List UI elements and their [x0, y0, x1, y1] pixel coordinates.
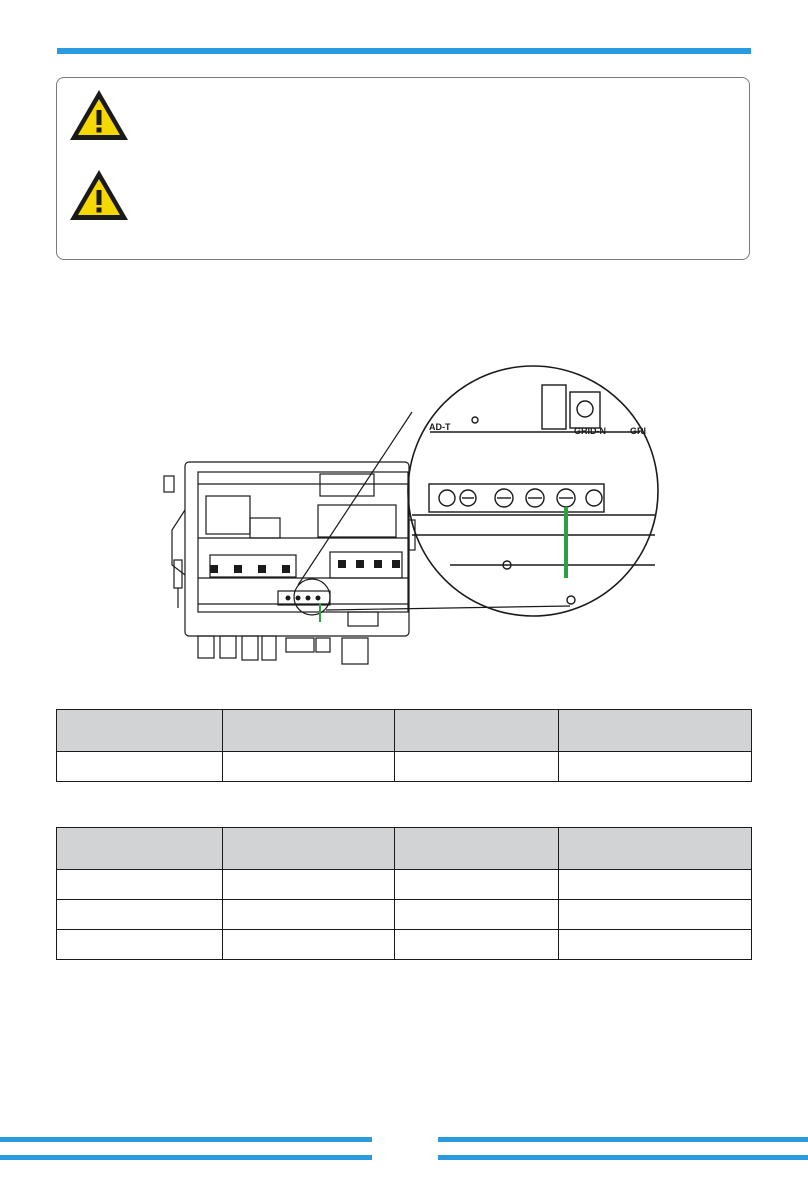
table-row	[57, 930, 752, 960]
table-row	[57, 900, 752, 930]
table-cell	[57, 870, 223, 900]
table-header-cell	[559, 828, 752, 870]
table-cell	[395, 900, 559, 930]
detail-label-left: AD-T	[429, 422, 451, 432]
inverter-wiring-diagram	[150, 360, 670, 675]
table-header-cell	[223, 710, 395, 752]
table-cell	[223, 930, 395, 960]
table-cell	[559, 752, 752, 782]
spec-table-1	[56, 709, 752, 782]
table-cell	[559, 870, 752, 900]
table-cell	[223, 870, 395, 900]
table-header-row	[57, 710, 752, 752]
footer-rule-right-1	[438, 1137, 808, 1142]
footer-rule-right-2	[438, 1155, 808, 1160]
table-cell	[223, 752, 395, 782]
table-cell	[395, 930, 559, 960]
header-rule	[57, 48, 751, 54]
table-cell	[57, 752, 223, 782]
table-header-cell	[559, 710, 752, 752]
table-row	[57, 752, 752, 782]
footer-rule-left-1	[0, 1137, 372, 1142]
table-header-cell	[57, 828, 223, 870]
table-header-cell	[395, 710, 559, 752]
table-cell	[223, 900, 395, 930]
table-header-cell	[395, 828, 559, 870]
table-header-cell	[57, 710, 223, 752]
detail-label-grid-n: GRID-N	[574, 426, 606, 436]
table-cell	[395, 752, 559, 782]
table-cell	[395, 870, 559, 900]
warning-triangle-icon	[68, 168, 130, 222]
table-cell	[57, 930, 223, 960]
table-header-cell	[223, 828, 395, 870]
table-cell	[57, 900, 223, 930]
detail-label-right: GRI	[630, 426, 647, 436]
table-cell	[559, 900, 752, 930]
table-row	[57, 870, 752, 900]
spec-table-2	[56, 827, 752, 960]
warning-triangle-icon	[68, 88, 130, 142]
footer-rule-left-2	[0, 1155, 372, 1160]
table-header-row	[57, 828, 752, 870]
warning-box	[56, 77, 750, 260]
table-cell	[559, 930, 752, 960]
